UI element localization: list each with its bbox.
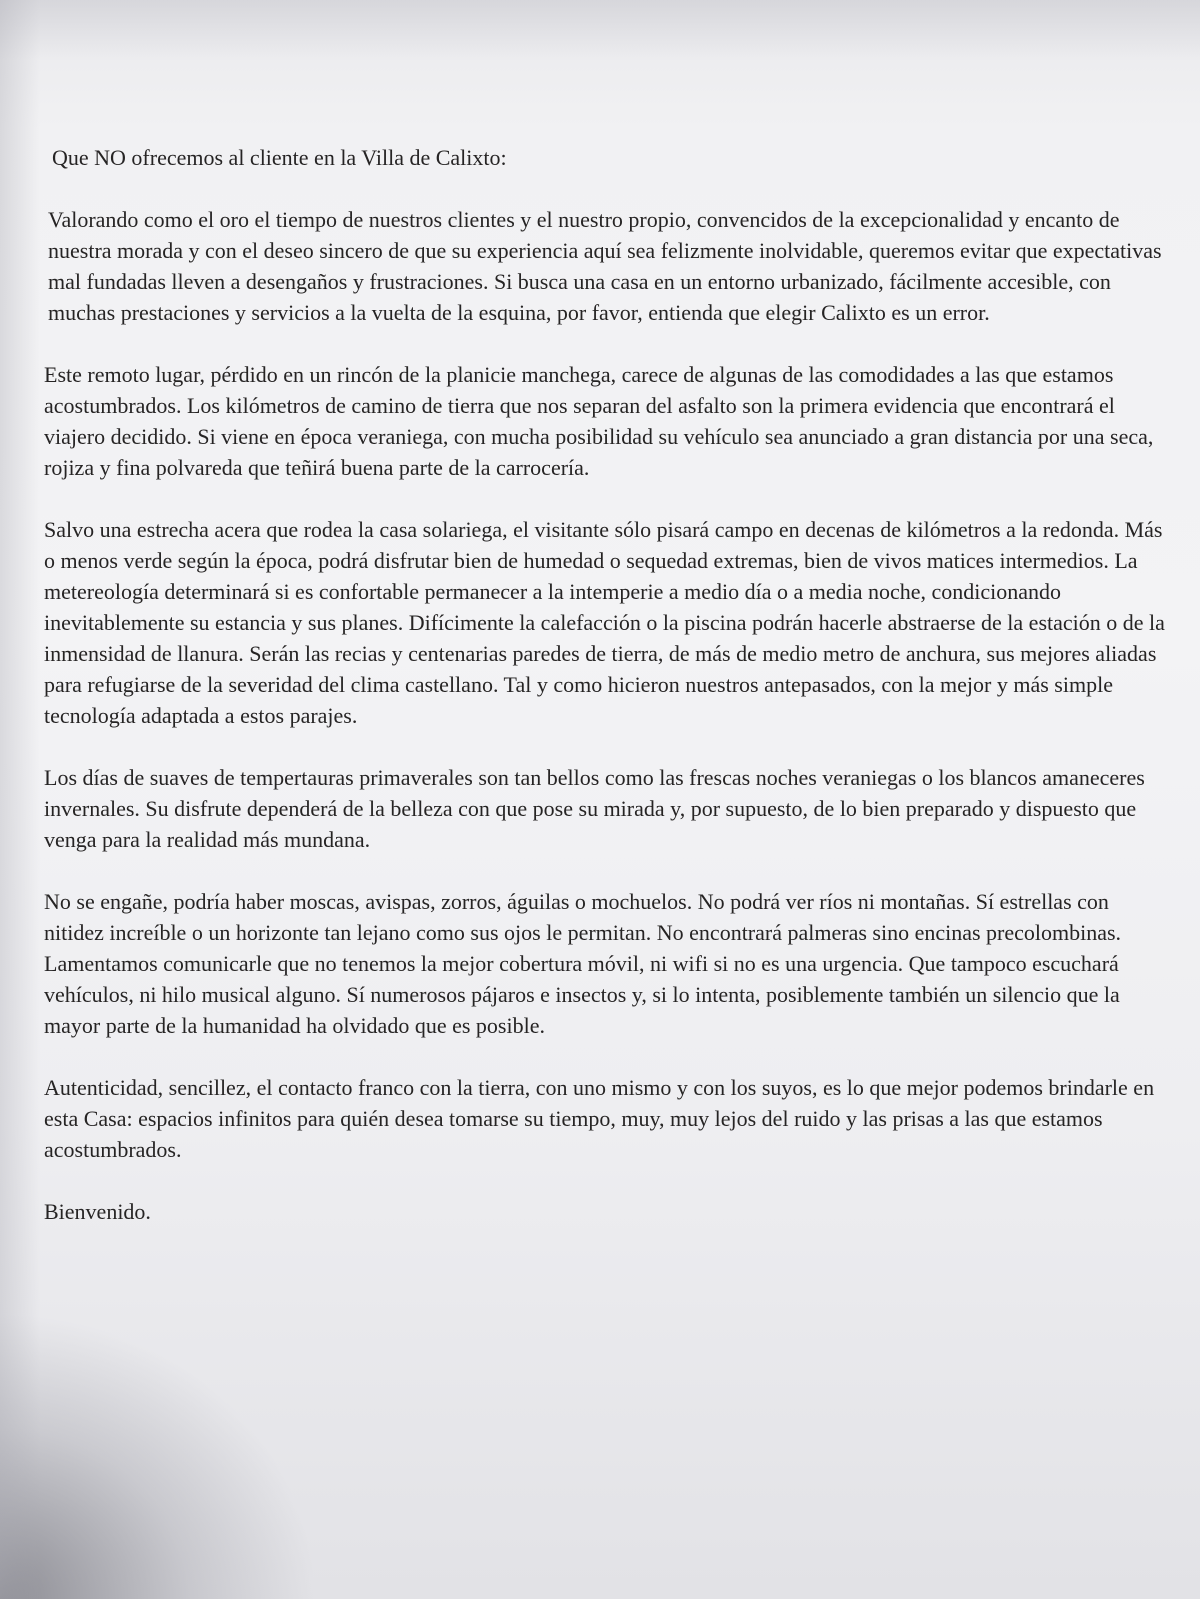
page-shadow-left	[0, 0, 40, 1599]
paragraph-landscape: Salvo una estrecha acera que rodea la casa solariega, el visitante sólo pisará campo en decenas de kilómetros a la redonda. Más o menos verde según la época, podrá disfrutar bien de humedad o sequedad extremas, bien de vivos matices intermedios. La metereología determinará si es confortable permanecer a la intemperie a medio día o a media noche, condicionando inevitablemente su estancia y sus planes. Difícimente la calefacción o la piscina podrán hacerle abstraerse de la estación o de la inmensidad de llanura. Serán las recias y centenarias paredes de tierra, de más de medio metro de anchura, sus mejores aliadas para refugiarse de la severidad del clima castellano. Tal y como hicieron nuestros antepasados, con la mejor y más simple tecnología adaptada a estos parajes.	[44, 517, 1165, 728]
paragraph-location: Este remoto lugar, pérdido en un rincón de la planicie manchega, carece de algunas de las comodidades a las que estamos acostumbrados. Los kilómetros de camino de tierra que nos separan del asfalto son la primera evidencia que encontrará el viajero decidido. Si viene en época veraniega, con mucha posibilidad su vehículo sea anunciado a gran distancia por una seca, rojiza y fina polvareda que teñirá buena parte de la carrocería.	[44, 362, 1154, 480]
paragraph-wildlife: No se engañe, podría haber moscas, avispas, zorros, águilas o mochuelos. No podrá ver ríos ni montañas. Sí estrellas con nitidez increíble o un horizonte tan lejano como sus ojos le permitan. No encontrará palmeras sino encinas precolombinas.	[44, 889, 1122, 945]
page-shadow-top	[0, 0, 1200, 60]
paragraph-connectivity: Lamentamos comunicarle que no tenemos la mejor cobertura móvil, ni wifi si no es una urgencia. Que tampoco escuchará vehículos, ni hilo musical alguno. Sí numerosos pájaros e insectos y, si lo intenta, posiblemente también un silencio que la mayor parte de la humanidad ha olvidado que es posible.	[44, 951, 1120, 1038]
document-body	[44, 142, 1169, 1258]
document-closing: Bienvenido.	[44, 1199, 151, 1224]
paragraph-seasons: Los días de suaves de tempertauras primaverales son tan bellos como las frescas noches veraniegas o los blancos amaneceres invernales. Su disfrute dependerá de la belleza con que pose su mirada y, por supuesto, de lo bien preparado y dispuesto que venga para la realidad más mundana.	[44, 765, 1145, 852]
paragraph-authenticity: Autenticidad, sencillez, el contacto franco con la tierra, con uno mismo y con los suyos, es lo que mejor podemos brindarle en esta Casa: espacios infinitos para quién desea tomarse su tiempo, muy, muy lejos del ruido y las prisas a las que estamos acostumbrados.	[44, 1075, 1155, 1162]
paragraph-intro: Valorando como el oro el tiempo de nuestros clientes y el nuestro propio, convencidos de la excepcionalidad y encanto de nuestra morada y con el deseo sincero de que su experiencia aquí sea felizmente inolvidable, queremos evitar que expectativas mal fundadas lleven a desengaños y frustraciones. Si busca una casa en un entorno urbanizado, fácilmente accesible, con muchas prestaciones y servicios a la vuelta de la esquina, por favor, entienda que elegir Calixto es un error.	[48, 207, 1162, 325]
document-heading: Que NO ofrecemos al cliente en la Villa de Calixto:	[52, 145, 507, 170]
